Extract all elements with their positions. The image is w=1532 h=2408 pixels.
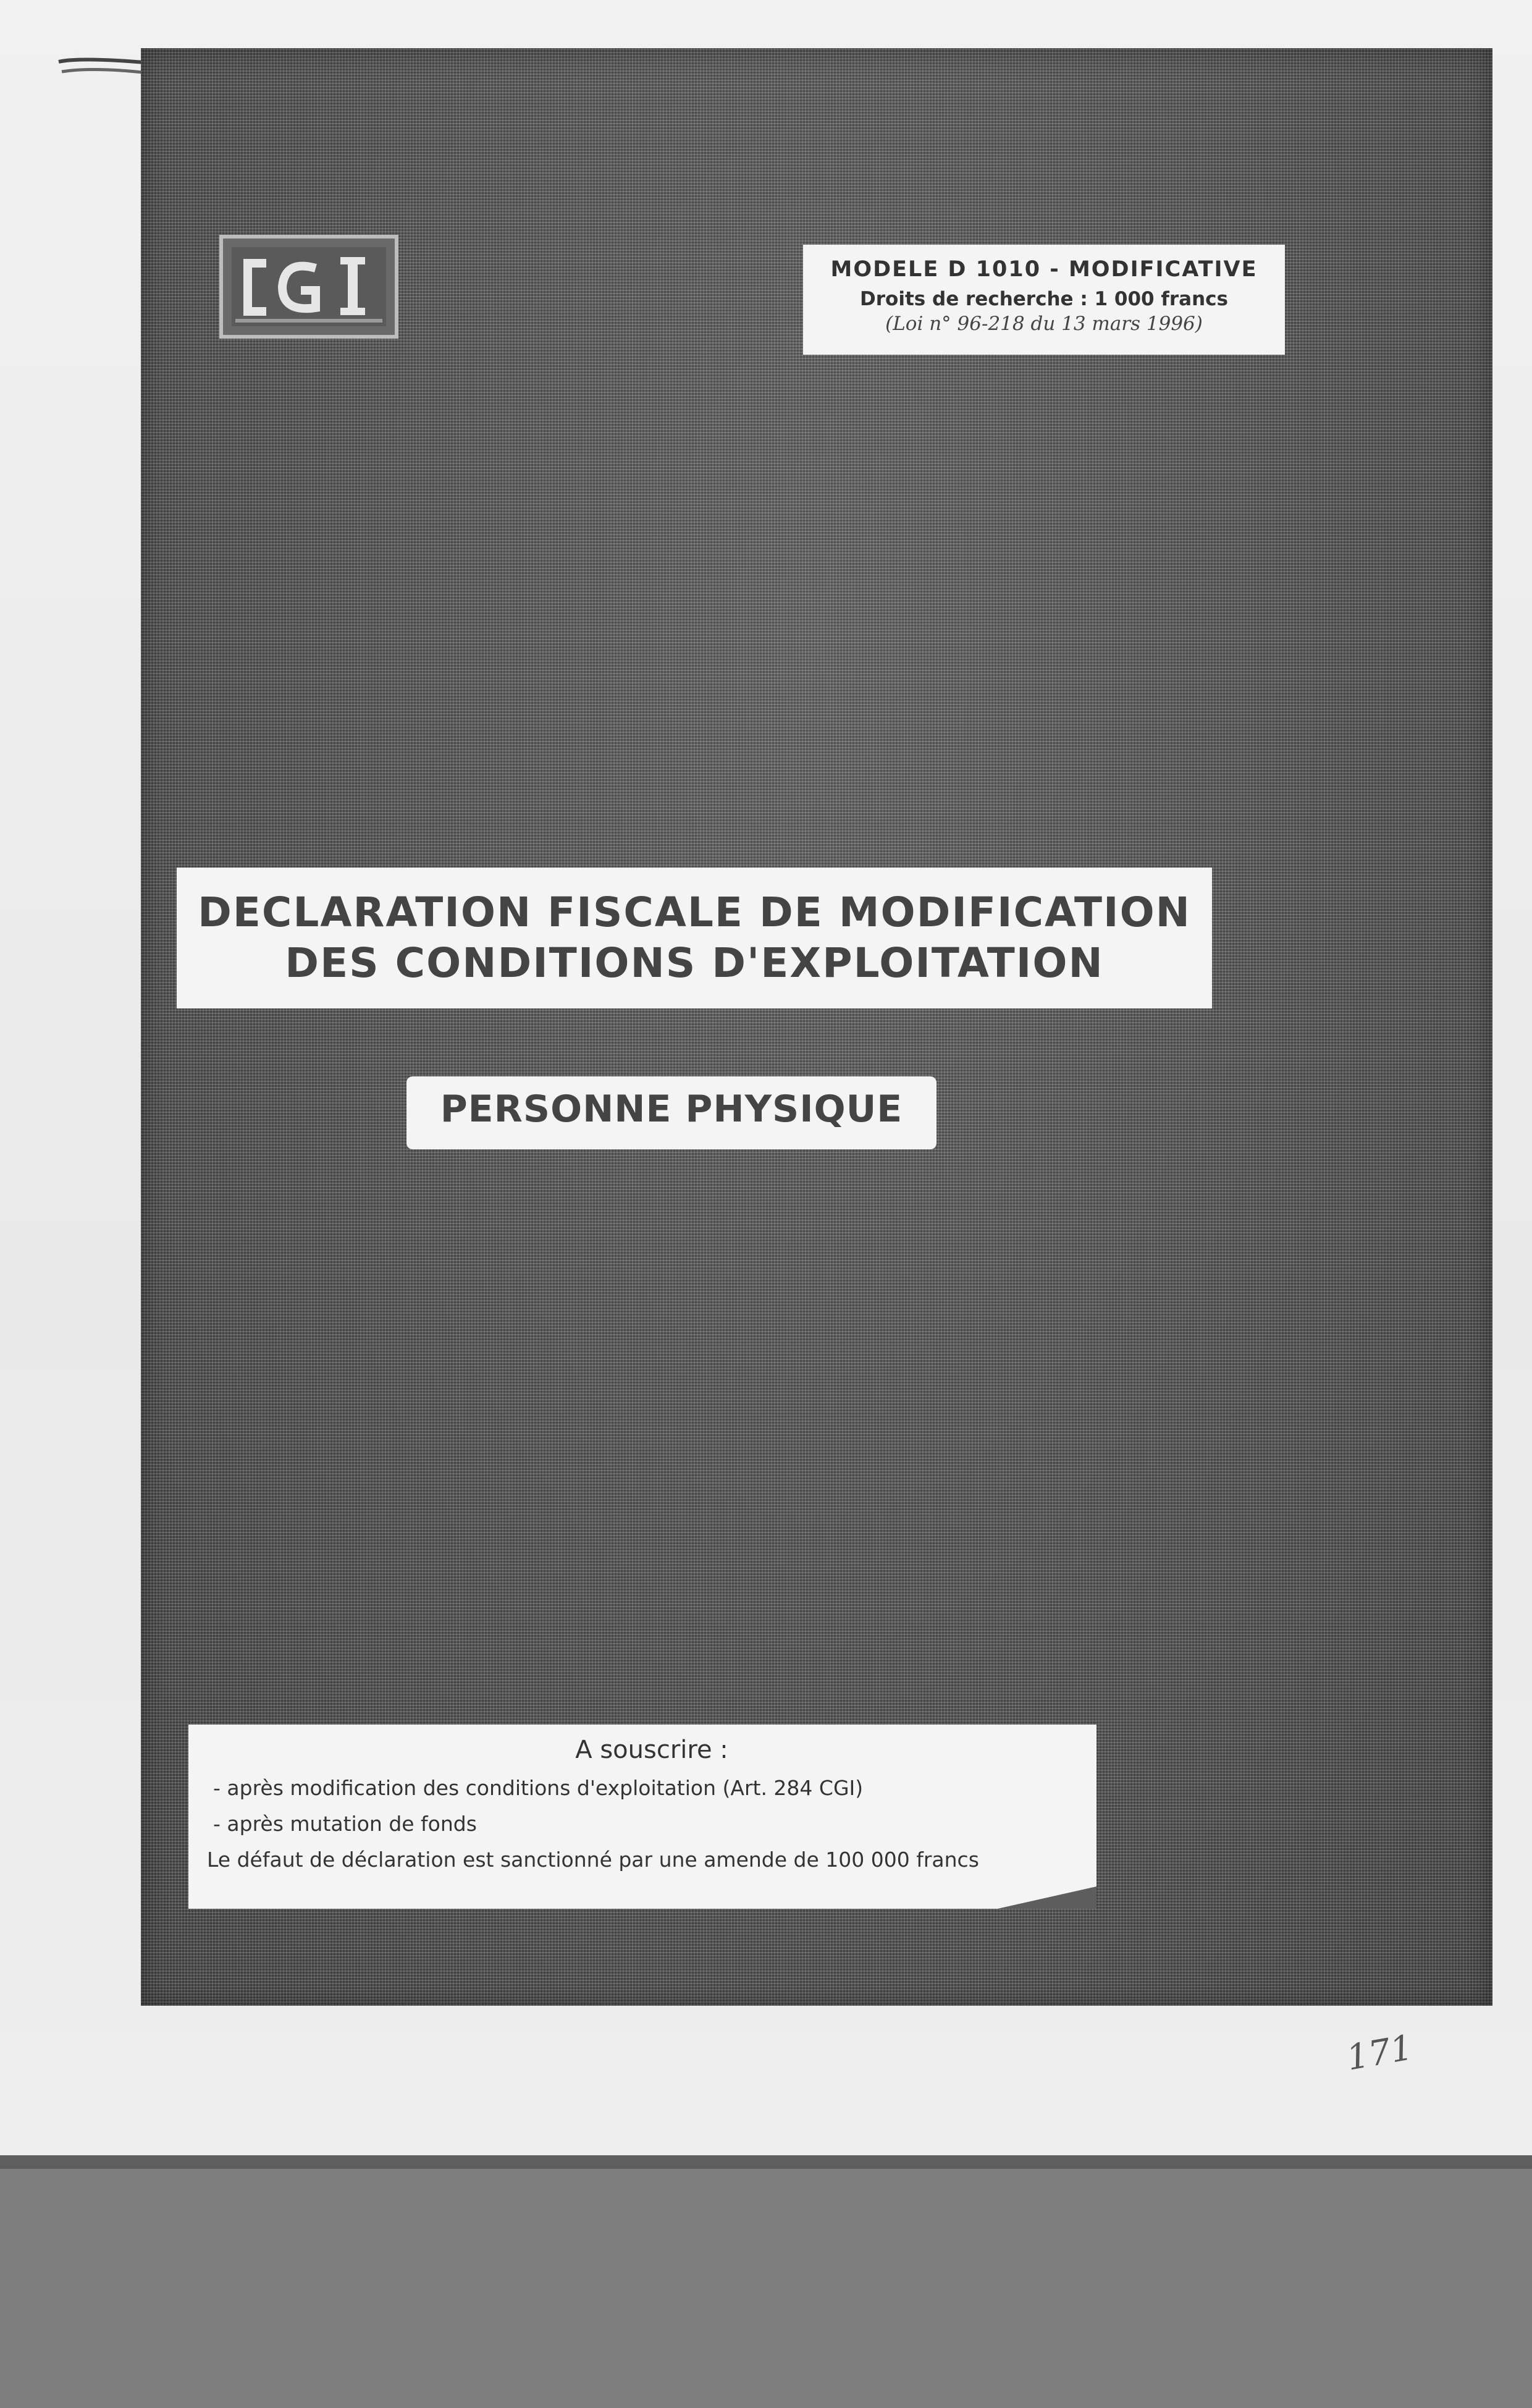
folded-corner [998, 1886, 1096, 1909]
model-info-box [803, 245, 1285, 355]
subscription-info-box [188, 1725, 1096, 1909]
person-type-label: PERSONNE PHYSIQUE [440, 1088, 903, 1131]
document-title-line-2: DES CONDITIONS D'EXPLOITATION [285, 939, 1104, 987]
document-title-box [177, 868, 1212, 1008]
handwritten-note: 171 [1344, 2027, 1416, 2079]
cgi-logo-icon [223, 239, 395, 335]
research-fee: Droits de recherche : 1 000 francs [860, 288, 1228, 310]
penalty-notice: Le défaut de déclaration est sanctionné par une amende de 100 000 francs [207, 1848, 979, 1872]
paper-bottom-edge [0, 2155, 1532, 2169]
law-reference: (Loi n° 96-218 du 13 mars 1996) [885, 313, 1203, 335]
subscription-item: - après mutation de fonds [213, 1812, 477, 1836]
staple-icon [56, 56, 154, 77]
subscription-item: - après modification des conditions d'exploitation (Art. 284 CGI) [213, 1776, 864, 1800]
person-type-box [406, 1076, 936, 1149]
model-title: MODELE D 1010 - MODIFICATIVE [830, 257, 1258, 282]
cgi-logo [219, 235, 398, 339]
subscription-heading: A souscrire : [575, 1736, 728, 1764]
scanner-background [0, 2169, 1532, 2408]
document-title-line-1: DECLARATION FISCALE DE MODIFICATION [198, 889, 1191, 936]
